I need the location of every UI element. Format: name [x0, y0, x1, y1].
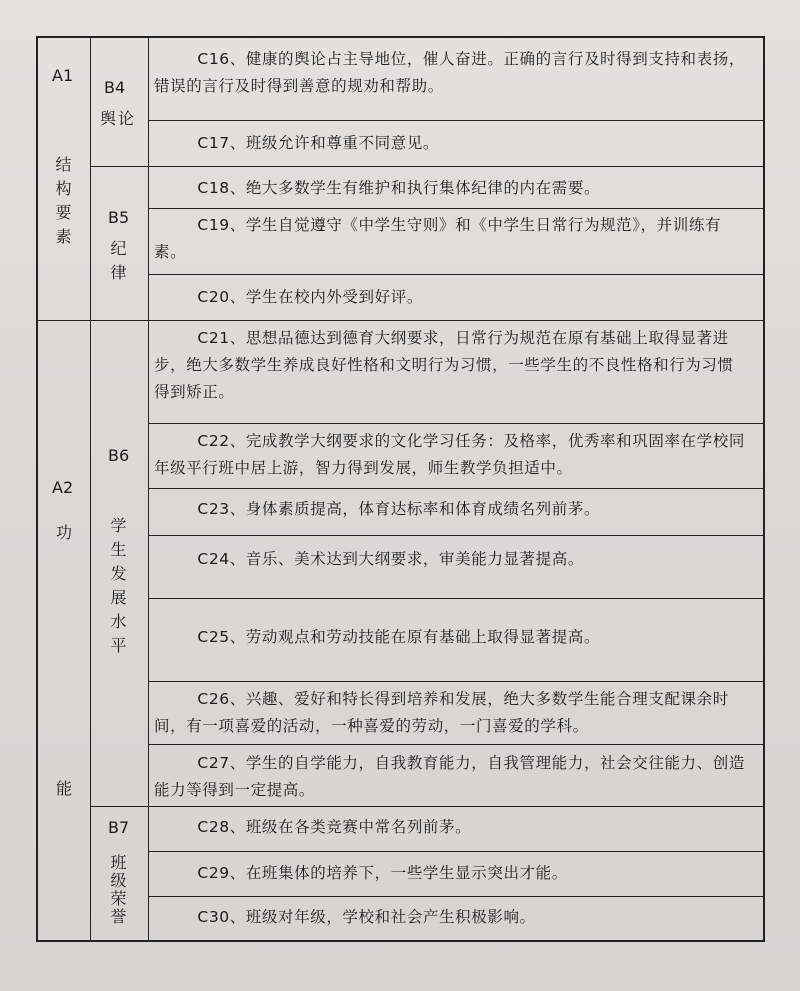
criterion-c30: C30、班级对年级，学校和社会产生积极影响。: [197, 908, 536, 926]
category-a1-name: 结构要素: [53, 156, 72, 252]
row-divider: [148, 274, 763, 275]
category-a1-code: A1: [52, 66, 74, 85]
criterion-c22: C22、完成教学大纲要求的文化学习任务：及格率，优秀率和巩固率在学校同年级平行班中居上游，智力得到发展，师生教学负担适中。: [154, 432, 745, 477]
row-divider: [148, 681, 763, 682]
row-divider: [148, 423, 763, 424]
criterion-c19: C19、学生自觉遵守《中学生守则》和《中学生日常行为规范》，并训练有素。: [154, 216, 722, 261]
row-divider: [148, 208, 763, 209]
row-divider-a1-a2: [38, 320, 763, 321]
row-divider-b6-b7: [90, 806, 763, 807]
category-a2-name-top: 功: [56, 523, 73, 542]
criterion-c27: C27、学生的自学能力，自我教育能力，自我管理能力，社会交往能力、创造能力等得到一定提高。: [154, 754, 745, 799]
category-b5-name: 纪律: [108, 240, 127, 288]
column-divider-a: [90, 38, 91, 940]
row-divider: [148, 896, 763, 897]
category-b7-name: 班级荣誉: [108, 854, 127, 926]
category-b6-code: B6: [108, 446, 130, 465]
category-b4-code: B4: [104, 78, 126, 97]
criterion-c17: C17、班级允许和尊重不同意见。: [197, 134, 440, 152]
column-divider-b: [148, 38, 149, 940]
criterion-c28: C28、班级在各类竞赛中常名列前茅。: [197, 818, 472, 836]
category-a2-name-bottom: 能: [56, 779, 73, 798]
category-b5-code: B5: [108, 208, 130, 227]
criterion-c23: C23、身体素质提高，体育达标率和体育成绩名列前茅。: [197, 500, 601, 518]
criterion-c26: C26、兴趣、爱好和特长得到培养和发展，绝大多数学生能合理支配课余时间，有一项喜爱的活动，一种喜爱的劳动，一门喜爱的学科。: [154, 690, 729, 735]
row-divider: [148, 488, 763, 489]
criterion-c21: C21、思想品德达到德育大纲要求，日常行为规范在原有基础上取得显著进步，绝大多数学生养成良好性格和文明行为习惯，一些学生的不良性格和行为习惯得到矫正。: [154, 329, 734, 401]
criterion-c18: C18、绝大多数学生有维护和执行集体纪律的内在需要。: [197, 179, 601, 197]
criterion-c24: C24、音乐、美术达到大纲要求，审美能力显著提高。: [197, 550, 584, 568]
criterion-c16: C16、健康的舆论占主导地位，催人奋进。正确的言行及时得到支持和表扬，错误的言行及时得到善意的规劝和帮助。: [154, 50, 745, 95]
row-divider: [148, 598, 763, 599]
row-divider: [148, 120, 763, 121]
criterion-c25: C25、劳动观点和劳动技能在原有基础上取得显著提高。: [197, 628, 601, 646]
row-divider: [148, 851, 763, 852]
row-divider-b4-b5: [90, 166, 763, 167]
criterion-c20: C20、学生在校内外受到好评。: [197, 288, 423, 306]
row-divider: [148, 535, 763, 536]
criterion-c29: C29、在班集体的培养下，一些学生显示突出才能。: [197, 864, 568, 882]
category-a2-code: A2: [52, 478, 74, 497]
row-divider: [148, 744, 763, 745]
category-b4-name: 舆论: [100, 109, 137, 128]
category-b6-name: 学生发展水平: [108, 517, 127, 661]
category-b7-code: B7: [108, 818, 130, 837]
evaluation-table: [36, 36, 765, 942]
